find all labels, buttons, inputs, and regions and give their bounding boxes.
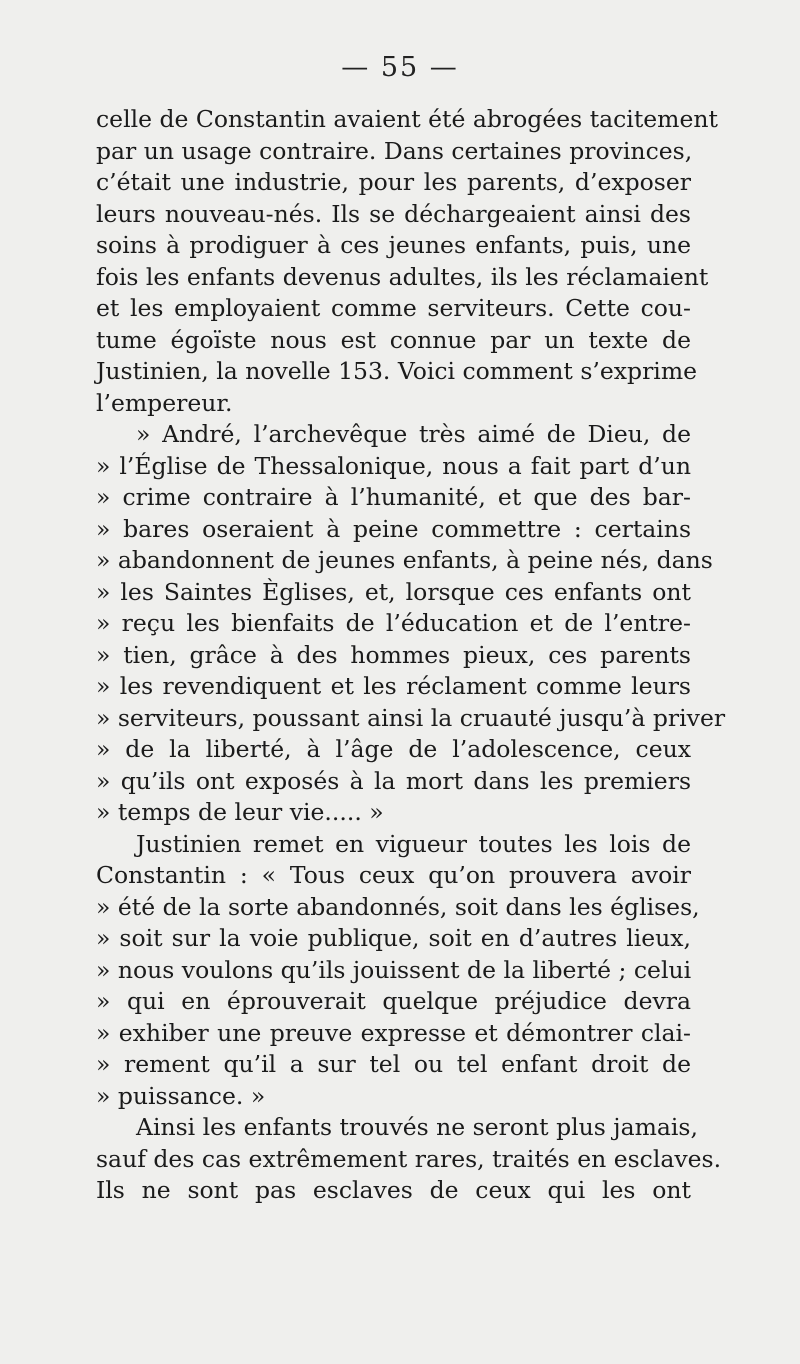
text-line: » rement qu’il a sur tel ou tel enfant droit de [96, 1050, 691, 1078]
body-text [96, 104, 726, 1207]
text-line: par un usage contraire. Dans certaines provinces, [96, 136, 693, 165]
text-line: Ils ne sont pas esclaves de ceux qui les ont [96, 1176, 691, 1204]
text-line: » reçu les bienfaits de l’éducation et de l’entre- [96, 609, 691, 637]
text-line: fois les enfants devenus adultes, ils les réclamaient [96, 262, 709, 291]
text-line: Justinien remet en vigueur toutes les lois de [136, 829, 691, 858]
text-line: soins à prodiguer à ces jeunes enfants, puis, une [96, 231, 691, 259]
text-line: sauf des cas extrêmement rares, traités en esclaves. [96, 1144, 722, 1173]
text-line: » tien, grâce à des hommes pieux, ces parents [96, 640, 691, 669]
text-line: » l’Église de Thessalonique, nous a fait part d’un [96, 451, 691, 480]
text-line: » soit sur la voie publique, soit en d’autres lieux, [96, 924, 691, 952]
text-line: » qui en éprouverait quelque préjudice devra [96, 987, 691, 1015]
text-line: Ainsi les enfants trouvés ne seront plus jamais, [136, 1113, 698, 1141]
text-line: leurs nouveau-nés. Ils se déchargeaient ainsi des [96, 199, 691, 228]
text-line: » exhiber une preuve expresse et démontrer clai- [96, 1018, 691, 1047]
text-line: Justinien, la novelle 153. Voici comment s’exprime [96, 357, 698, 385]
text-line: » abandonnent de jeunes enfants, à peine nés, dans [96, 546, 713, 574]
page-number: — 55 — [341, 52, 459, 83]
text-line: » les revendiquent et les réclament comme leurs [96, 672, 691, 700]
text-line: » bares oseraient à peine commettre : certains [96, 514, 691, 543]
text-line: et les employaient comme serviteurs. Cette cou- [96, 294, 691, 322]
text-line: tume égoïste nous est connue par un texte de [96, 325, 691, 354]
text-line: c’était une industrie, pour les parents, d’exposer [96, 168, 691, 196]
text-line: celle de Constantin avaient été abrogées tacitement [96, 105, 718, 133]
text-line: » les Saintes Èglises, et, lorsque ces enfants ont [96, 577, 691, 606]
text-line: » puissance. » [96, 1081, 266, 1110]
text-line: » crime contraire à l’humanité, et que des bar- [96, 483, 691, 511]
text-line: » de la liberté, à l’âge de l’adolescence, ceux [96, 735, 691, 763]
text-line: » serviteurs, poussant ainsi la cruauté jusqu’à priver [96, 703, 726, 732]
text-line: » été de la sorte abandonnés, soit dans les églises, [96, 892, 700, 921]
text-line: » nous voulons qu’ils jouissent de la liberté ; celui [96, 955, 692, 984]
text-line: Constantin : « Tous ceux qu’on prouvera avoir [96, 861, 691, 889]
text-line: » temps de leur vie..... » [96, 798, 384, 826]
text-line: » André, l’archevêque très aimé de Dieu, de [136, 420, 691, 448]
text-line: l’empereur. [96, 388, 233, 417]
text-line: » qu’ils ont exposés à la mort dans les premiers [96, 766, 691, 795]
